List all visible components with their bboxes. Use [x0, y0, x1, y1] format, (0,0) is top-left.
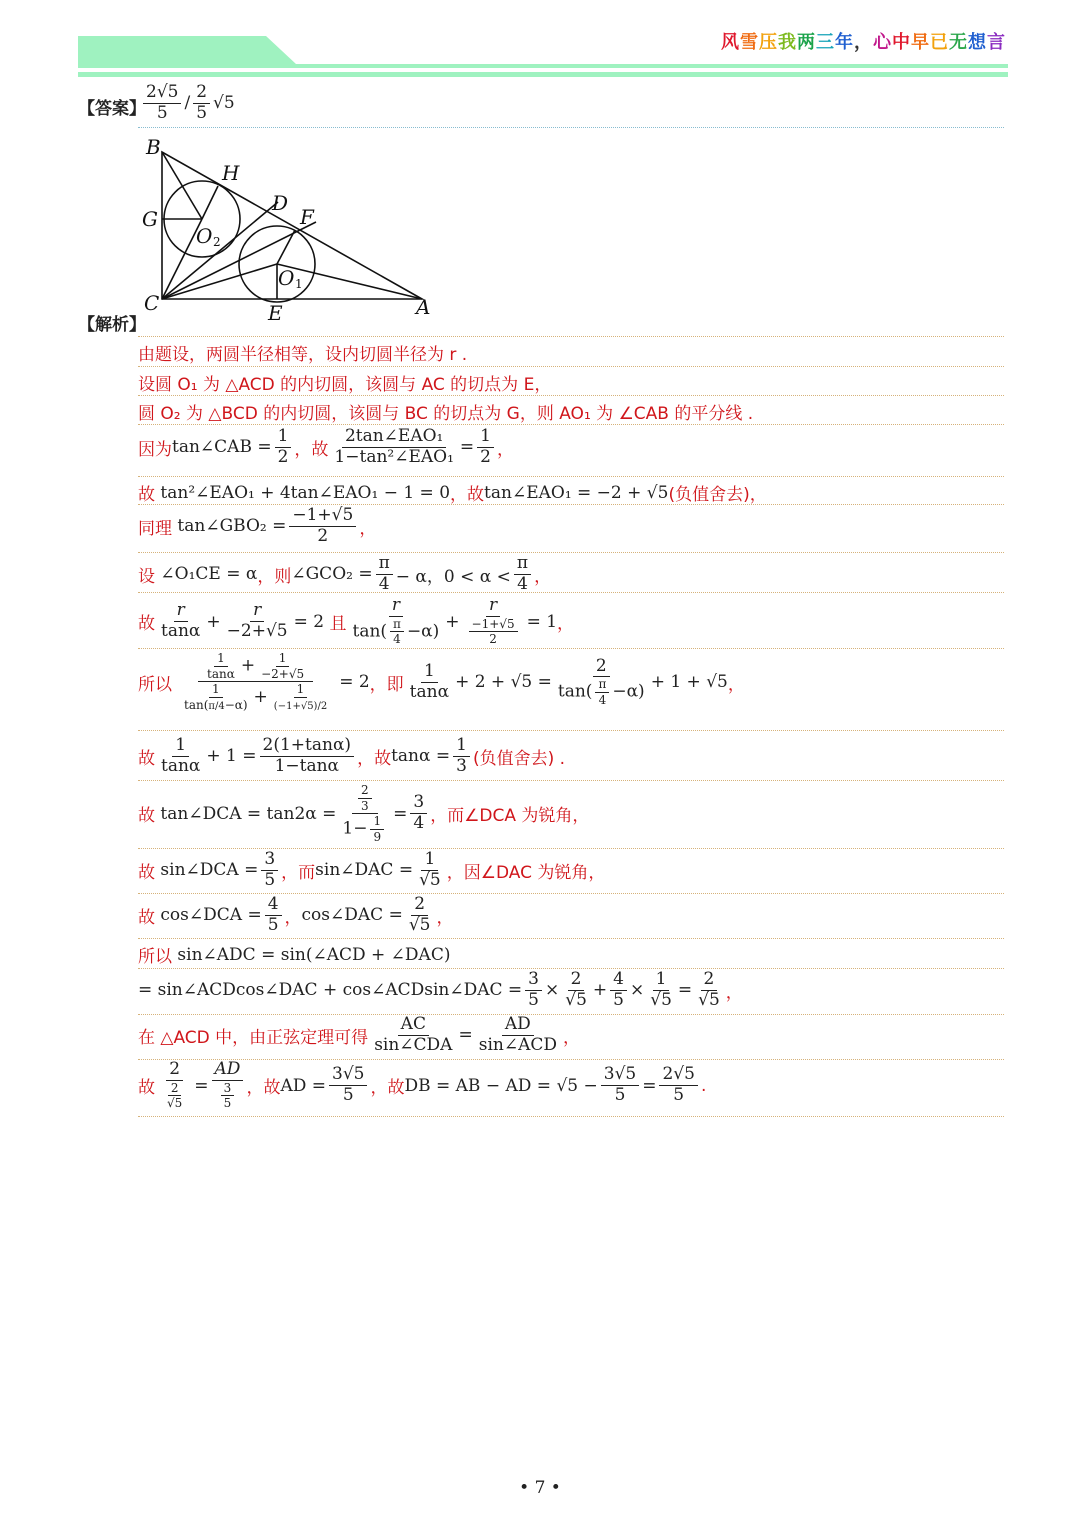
svg-text:C: C — [144, 291, 160, 315]
analysis-line-2: 设圆 O₁ 为 △ACD 的内切圆，该圆与 AC 的切点为 E， — [138, 375, 552, 395]
header-motto — [721, 28, 1006, 54]
analysis-line-3: 圆 O₂ 为 △BCD 的内切圆，该圆与 BC 的切点为 G，则 AO₁ 为 ∠CAB 的平分线 . — [138, 404, 754, 424]
analysis-line-15: = sin∠ACDcos∠DAC + cos∠ACDsin∠DAC = $\frac{3}{5}$ × $\frac{2}{√5}$ + $\frac{4}{5}$ × $\frac{1}{√5}$ = $\frac{2}{√5}$ ， — [138, 969, 743, 1010]
svg-text:H: H — [222, 161, 240, 185]
svg-text:F: F — [300, 205, 314, 229]
analysis-line-6: 同理 tan∠GBO₂ = $\frac{-1+√5}{2}$ ， — [138, 505, 377, 546]
svg-text:E: E — [268, 301, 283, 324]
motto-char: 已 — [930, 32, 949, 53]
analysis-line-4: 因为 tan∠CAB = $\frac{1}{2}$ ，故 $\frac{\text{2tan∠EAO₁}}{\text{1−tan²∠EAO₁}}$ = $\frac{1}{2}$ ， — [138, 426, 514, 467]
motto-char: 想 — [968, 32, 987, 53]
motto-char: 三 — [816, 32, 835, 53]
analysis-line-14: 所以 sin∠ADC = sin(∠ACD + ∠DAC) — [138, 944, 451, 967]
analysis-label: 【解析】 — [78, 315, 146, 335]
motto-char: 风 — [721, 32, 740, 53]
analysis-line-10: 故 $\frac{1}{\tan\alpha}$ + 1 = $\frac{2(1+\tan\alpha)}{1-\tan\alpha}$ ，故 tanα = $\frac{1}{3}$ (负值舍去) . — [138, 735, 566, 776]
analysis-line-8: 故 $\frac{r}{\tan\alpha}$ + $\frac{r}{-2+√5}$ = 2 且 r tan( $\frac{\pi}{4}$ −α) + $\frac{r}{\frac{-1+√5}{2}}$ = 1 ， — [138, 595, 575, 647]
analysis-line-9: 所以 $\frac{1}{\tan\alpha}$ + $\frac{1}{-2+√5}$ $\frac{1}{\tan(\pi/4-\alpha)}$ + $\frac{1}{(-1+√5)/2}$ = 2 ，即 $\frac{1}{\tan\alpha}$ + 2 + √5 = 2 tan( $\frac{\pi}{4}$ −α) + 1 + √5 ， — [138, 651, 745, 712]
motto-char: ， — [854, 32, 873, 53]
analysis-line-1: 由题设，两圆半径相等，设内切圆半径为 r . — [138, 345, 468, 365]
motto-char: 无 — [949, 32, 968, 53]
geometry-figure — [138, 134, 448, 324]
answer-label: 【答案】 — [78, 99, 146, 119]
motto-char: 早 — [911, 32, 930, 53]
svg-text:B: B — [146, 135, 161, 159]
motto-char: 年 — [835, 32, 854, 53]
svg-text:2: 2 — [213, 235, 221, 249]
analysis-line-5: 故 tan²∠EAO₁ + 4tan∠EAO₁ − 1 = 0 ，故 tan∠EAO₁ = −2 + √5 (负值舍去)， — [138, 482, 767, 505]
analysis-line-16: 在 △ACD 中，由正弦定理可得 $\frac{AC}{\text{sin∠CDA}}$ = $\frac{AD}{\text{sin∠ACD}}$ ， — [138, 1014, 580, 1055]
analysis-line-11: 故 tan∠DCA = tan2α = $\frac{2}{3}$ 1− $\frac{1}{9}$ = $\frac{3}{4}$ ，而 ∠DCA 为锐角， — [138, 783, 590, 844]
motto-char: 言 — [987, 32, 1006, 53]
analysis-line-13: 故 cos∠DCA = $\frac{4}{5}$ ， cos∠DAC = $\frac{2}{√5}$ ， — [138, 894, 454, 935]
motto-char: 我 — [778, 32, 797, 53]
answer-value: $\frac{2√5}{5}$ / $\frac{2}{5}$ √5 — [140, 84, 235, 123]
svg-text:1: 1 — [295, 277, 303, 291]
page-number: • 7 • — [519, 1478, 561, 1498]
svg-text:D: D — [272, 191, 289, 215]
svg-text:G: G — [142, 207, 158, 231]
divider — [138, 127, 1004, 128]
motto-char: 两 — [797, 32, 816, 53]
analysis-line-7: 设 ∠O₁CE = α ，则 ∠GCO₂ = $\frac{\pi}{4}$ − α，0 < α < $\frac{\pi}{4}$ ， — [138, 553, 552, 594]
motto-char: 压 — [759, 32, 778, 53]
motto-char: 心 — [873, 32, 892, 53]
motto-char: 中 — [892, 32, 911, 53]
analysis-line-12: 故 sin∠DCA = $\frac{3}{5}$ ，而 sin∠DAC = $\frac{1}{√5}$ ，因 ∠DAC 为锐角， — [138, 849, 606, 890]
svg-text:O: O — [278, 266, 295, 290]
svg-text:O: O — [196, 224, 213, 248]
analysis-line-17: 故 $\frac{2}{\frac{2}{√5}}$ = $\frac{AD}{\frac{3}{5}}$ ，故 AD = $\frac{3√5}{5}$ ，故 DB = AB − AD = √5 − $\frac{3√5}{5}$ = $\frac{2√5}{5}$ . — [138, 1059, 707, 1111]
motto-char: 雪 — [740, 32, 759, 53]
svg-text:A: A — [416, 295, 431, 319]
